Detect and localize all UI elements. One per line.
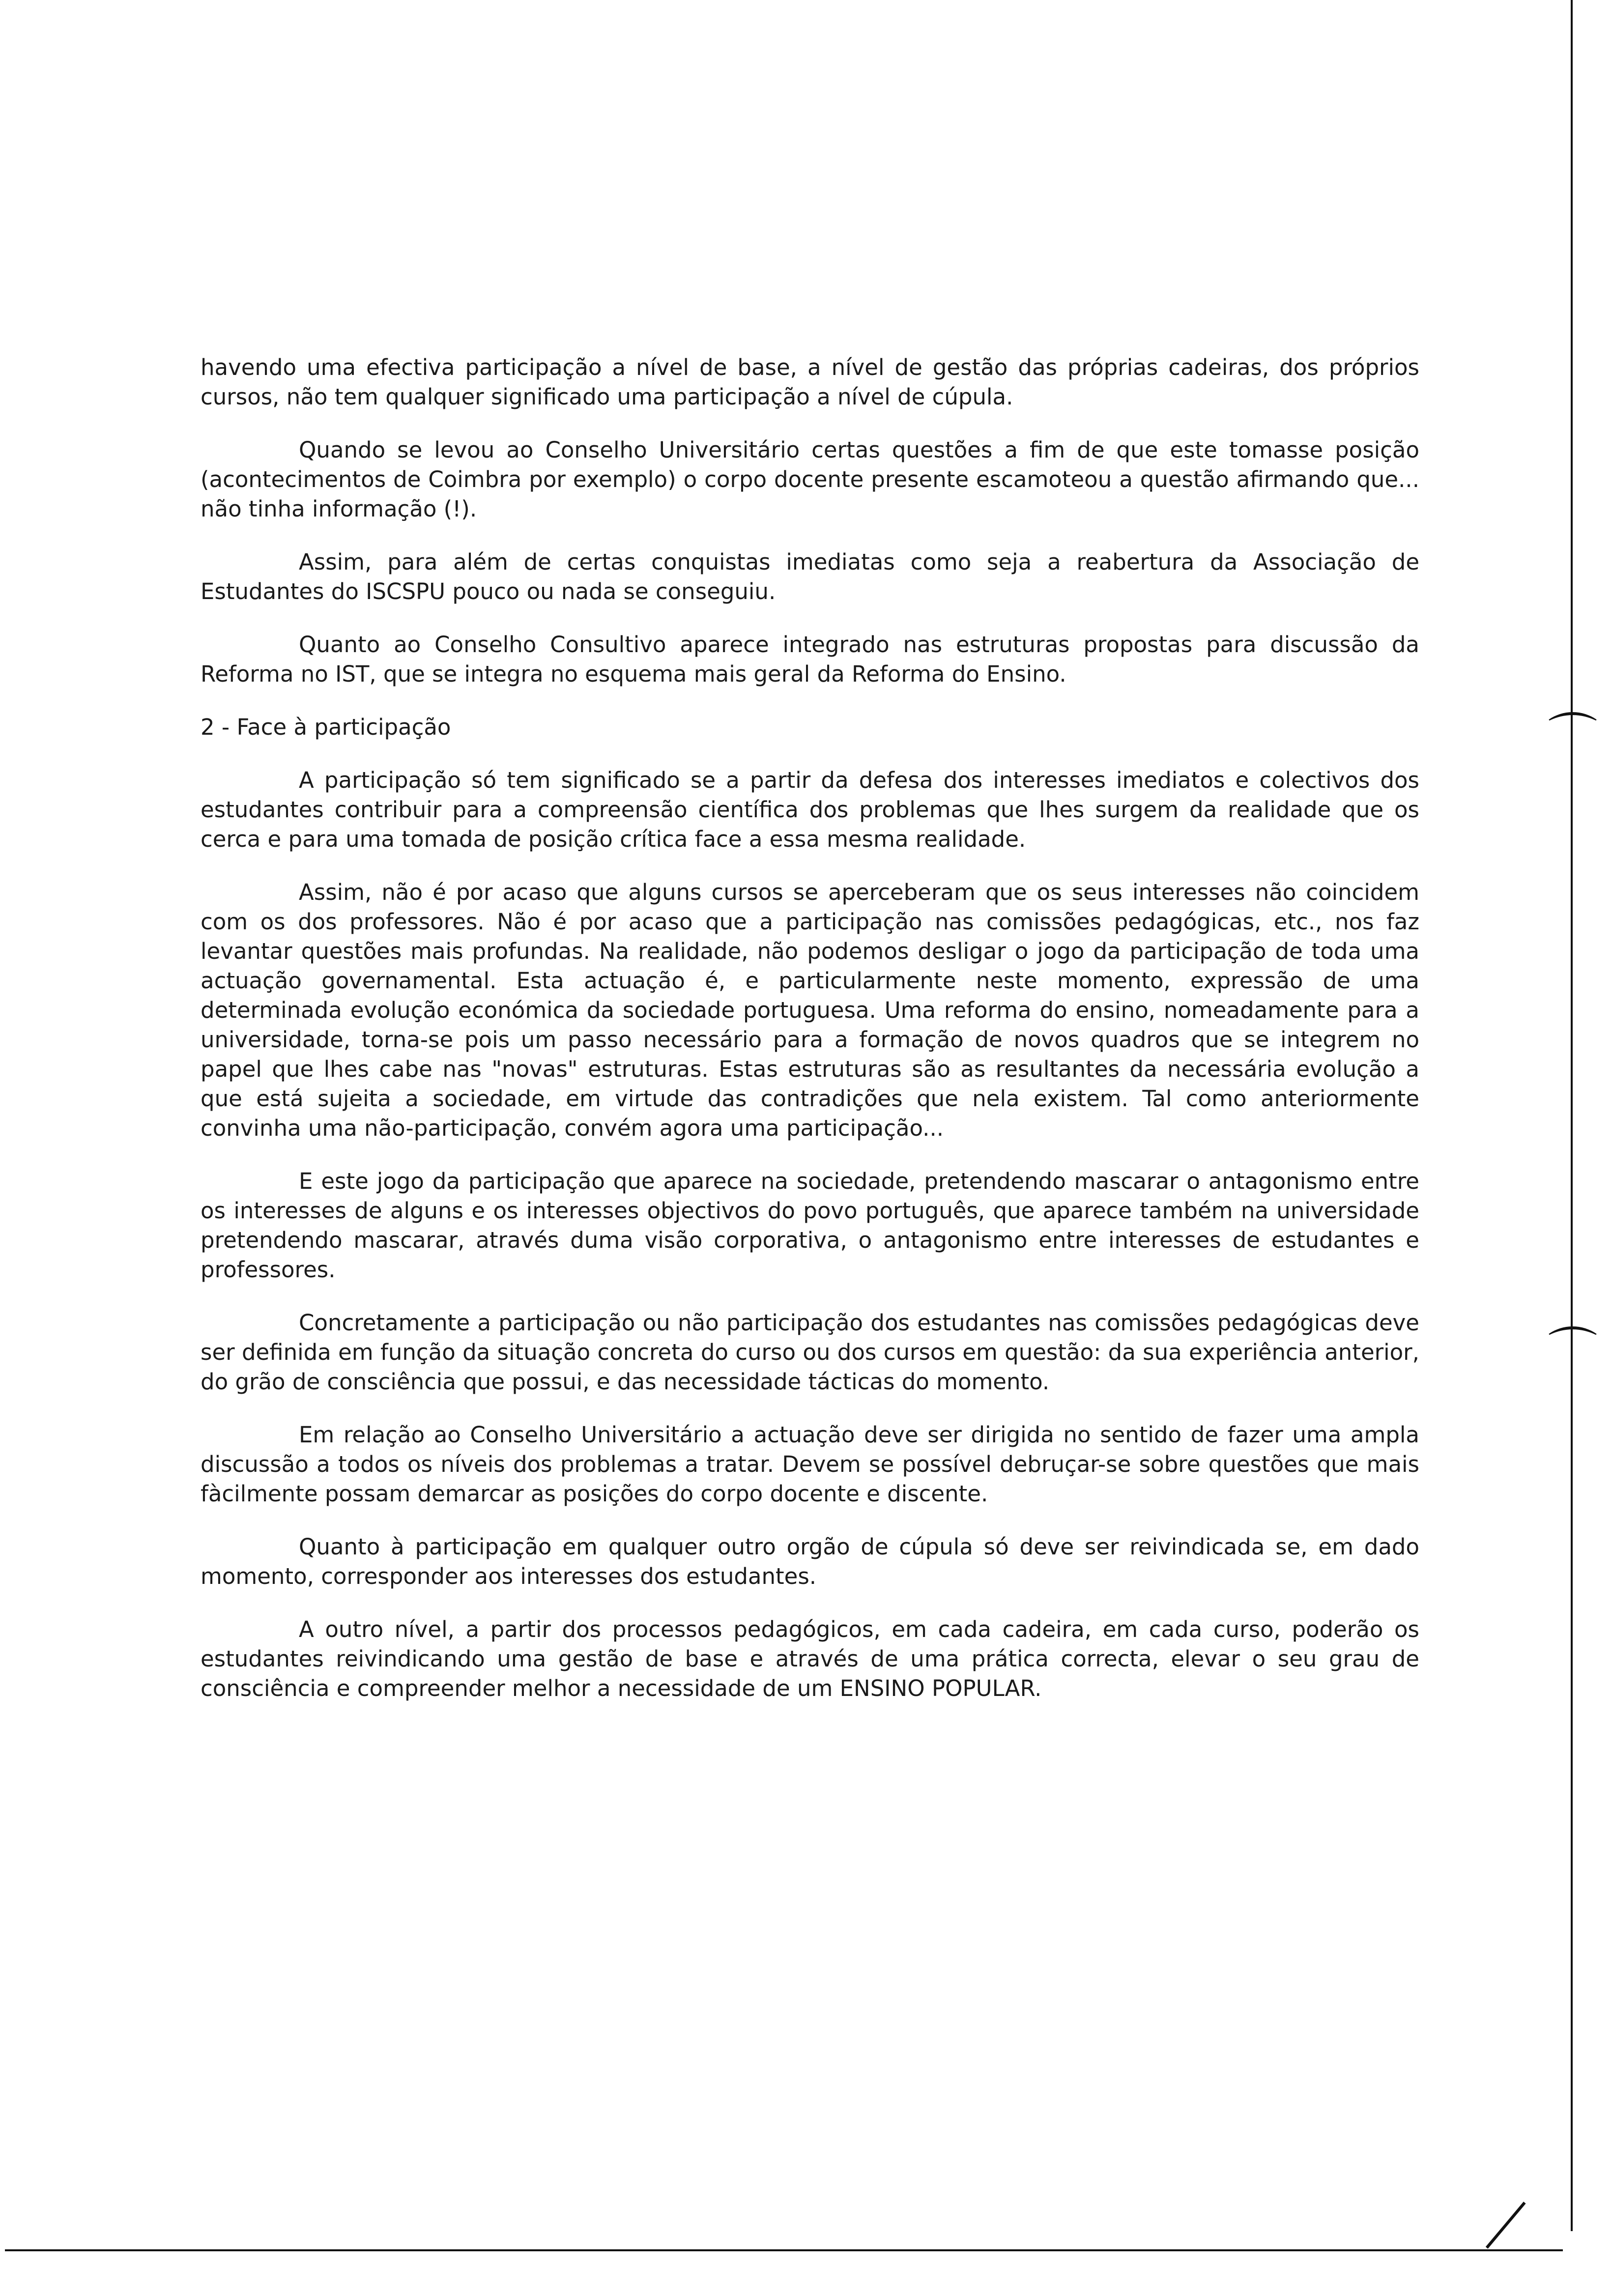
page-corner-fold [1486,2202,1526,2249]
document-body [201,353,1419,1727]
paragraph-conselho-consultivo: Quanto ao Conselho Consultivo aparece integrado nas estruturas propostas para discussão da Reforma no IST, que se integra no esquema mais geral da Reforma do Ensino. [201,631,1419,687]
paragraph-comissoes-pedagogicas: Concretamente a participação ou não participação dos estudantes nas comissões pedagógicas deve ser definida em função da situação concreta do curso ou dos cursos em questão: da sua experiência anterior, do grão de consciência que possui, e das necessidade tácticas do momento. [201,1310,1419,1395]
page-bottom-edge [5,2249,1563,2251]
page-right-edge [1571,0,1573,2231]
section-heading: 2 - Face à participação [201,714,451,740]
paragraph-interesses-cursos: Assim, não é por acaso que alguns cursos se aperceberam que os seus interesses não coincidem com os dos professores. Não é por acaso que a participação nas comissões pedagógicas, etc., nos faz levantar questões mais profundas. Na realidade, não podemos desligar o jogo da participação de toda uma actuação governamental. Esta actuação é, e particularmente neste momento, expressão de uma determinada evolução económica da sociedade portuguesa. Uma reforma do ensino, nomeadamente para a universidade, torna-se pois um passo necessário para a formação de novos quadros que se integrem no papel que lhes cabe nas "novas" estruturas. Estas estruturas são as resultantes da necessária evolução a que está sujeita a sociedade, em virtude das contradições que nela existem. Tal como anteriormente convinha uma não-participação, convém agora uma participação... [201,879,1419,1141]
paragraph-significado-participacao: A participação só tem significado se a partir da defesa dos interesses imediatos e colectivos dos estudantes contribuir para a compreensão científica dos problemas que lhes surgem da realidade que os cerca e para uma tomada de posição crítica face a essa mesma realidade. [201,767,1419,852]
paragraph-ensino-popular: A outro nível, a partir dos processos pedagógicos, em cada cadeira, em cada curso, poderão os estudantes reivindicando uma gestão de base e através de uma prática correcta, elevar o seu grau de consciência e compreender melhor a necessidade de um ENSINO POPULAR. [201,1616,1419,1701]
paragraph-orgao-cupula: Quanto à participação em qualquer outro orgão de cúpula só deve ser reivindicada se, em dado momento, corresponder aos interesses dos estudantes. [201,1534,1419,1589]
paragraph-actuacao-conselho: Em relação ao Conselho Universitário a actuação deve ser dirigida no sentido de fazer uma ampla discussão a todos os níveis dos problemas a tratar. Devem se possível debruçar-se sobre questões que mais fàcilmente possam demarcar as posições do corpo docente e discente. [201,1422,1419,1507]
paragraph-jogo-participacao: E este jogo da participação que aparece na sociedade, pretendendo mascarar o antagonismo entre os interesses de alguns e os interesses objectivos do povo português, que aparece também na universidade pretendendo mascarar, através duma visão corporativa, o antagonismo entre interesses de estudantes e professores. [201,1168,1419,1283]
paragraph-conquistas: Assim, para além de certas conquistas imediatas como seja a reabertura da Associação de Estudantes do ISCSPU pouco ou nada se conseguiu. [201,549,1419,604]
paragraph-conselho-universitario: Quando se levou ao Conselho Universitário certas questões a fim de que este tomasse posição (acontecimentos de Coimbra por exemplo) o corpo docente presente escamoteou a questão afirmando que... não tinha informação (!). [201,437,1419,522]
paragraph-continuation: havendo uma efectiva participação a nível de base, a nível de gestão das próprias cadeiras, dos próprios cursos, não tem qualquer significado uma participação a nível de cúpula. [201,354,1419,410]
binding-hole-mark-upper: ⌒ [1548,708,1597,766]
binding-hole-mark-lower: ⌒ [1548,1322,1597,1380]
